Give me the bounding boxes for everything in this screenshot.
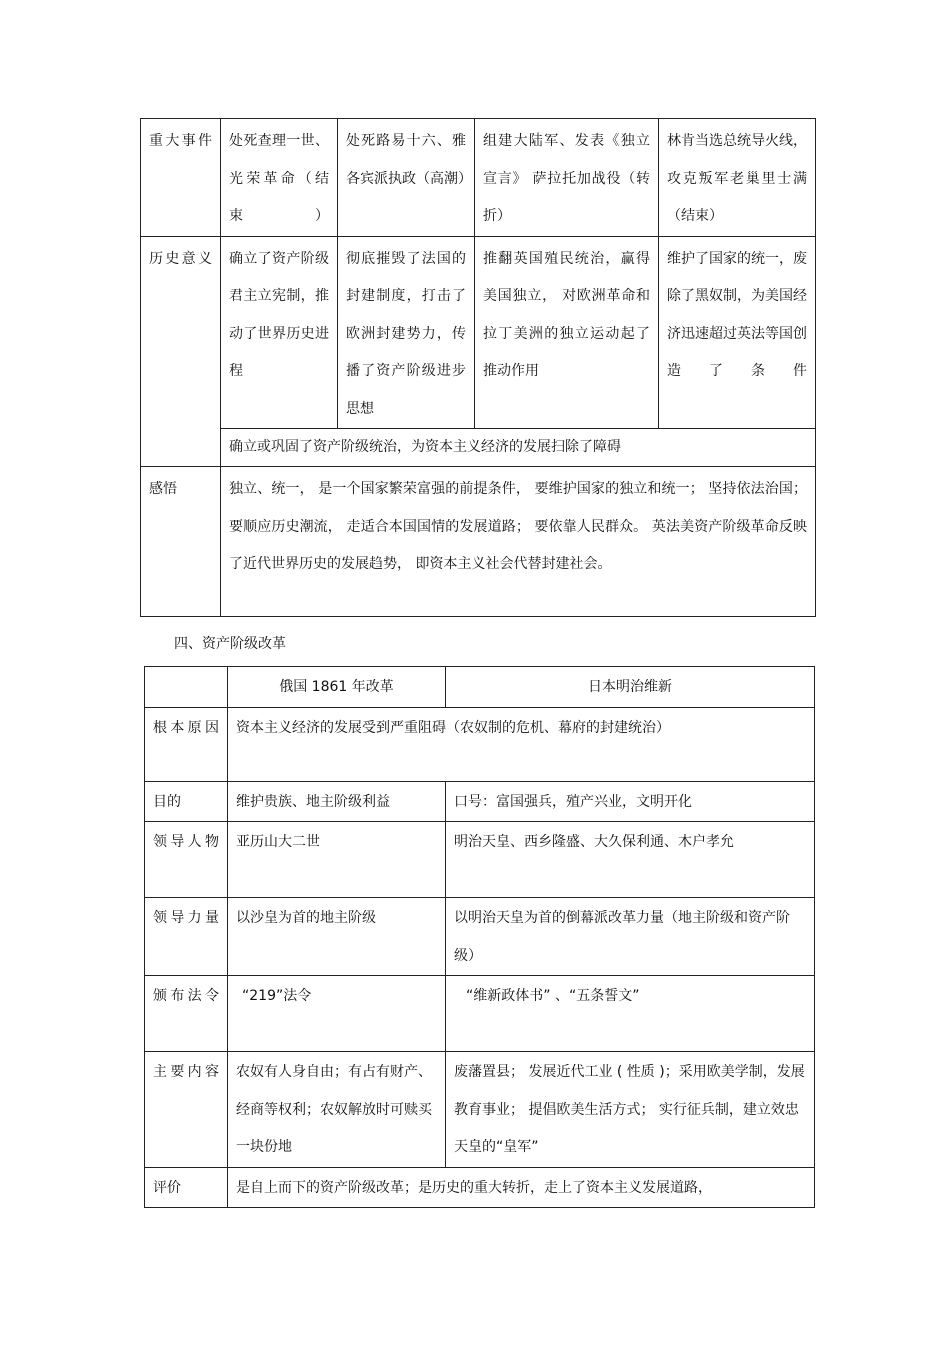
table-row — [145, 707, 815, 781]
table-cell: 彻底摧毁了法国的封建制度，打击了欧洲封建势力，传播了资产阶级进步思想 — [338, 236, 475, 429]
table-cell: 资本主义经济的发展受到严重阻碍（农奴制的危机、幕府的封建统治） — [228, 707, 815, 781]
row-header: 重大事件 — [141, 119, 221, 237]
table-cell: 口号：富国强兵，殖产兴业，文明开化 — [446, 781, 815, 822]
row-header: 颁布法令 — [145, 976, 228, 1052]
table-cell: 废藩置县； 发展近代工业 ( 性质 )；采用欧美学制，发展教育事业； 提倡欧美生活方式； 实行征兵制，建立效忠天皇的“皇军” — [446, 1052, 815, 1168]
reflection-text: 独立、统一， 是一个国家繁荣富强的前提条件， 要维护国家的独立和统一； 坚持依法治国； 要顺应历史潮流， 走适合本国国情的发展道路； 要依靠人民群众。 英法美资产阶级革命反映了近代世界历史的发展趋势， 即资本主义社会代替封建社会。 — [221, 467, 816, 617]
table-row — [141, 429, 816, 467]
table-row — [145, 1167, 815, 1208]
table-cell: 明治天皇、西乡隆盛、大久保利通、木户孝允 — [446, 822, 815, 898]
table-cell: 维护贵族、地主阶级利益 — [228, 781, 446, 822]
table-cell: 确立了资产阶级君主立宪制，推动了世界历史进程 — [221, 236, 338, 429]
table-row — [141, 119, 816, 237]
table-row — [141, 467, 816, 617]
column-header: 俄国 1861 年改革 — [228, 667, 446, 708]
table-row — [145, 781, 815, 822]
section-title: 四、资产阶级改革 — [174, 636, 286, 652]
row-header: 领导人物 — [145, 822, 228, 898]
table-cell: 推翻英国殖民统治，赢得美国独立， 对欧洲革命和拉丁美洲的独立运动起了推动作用 — [475, 236, 659, 429]
table-cell: “维新政体书” 、“五条誓文” — [446, 976, 815, 1052]
table-cell: 是自上而下的资产阶级改革；是历史的重大转折，走上了资本主义发展道路， — [228, 1167, 815, 1208]
row-header: 评价 — [145, 1167, 228, 1208]
table-row — [141, 236, 816, 429]
table-cell: “219”法令 — [228, 976, 446, 1052]
table-cell: 以沙皇为首的地主阶级 — [228, 898, 446, 976]
table-header-row — [145, 667, 815, 708]
table-row — [145, 1052, 815, 1168]
row-header: 领导力量 — [145, 898, 228, 976]
column-header — [145, 667, 228, 708]
table-cell: 农奴有人身自由；有占有财产、经商等权利；农奴解放时可赎买一块份地 — [228, 1052, 446, 1168]
row-header: 历史意义 — [141, 236, 221, 467]
table-cell: 组建大陆军、发表《独立宣言》 萨拉托加战役（转折） — [475, 119, 659, 237]
table-cell: 亚历山大二世 — [228, 822, 446, 898]
row-header: 根本原因 — [145, 707, 228, 781]
table-row — [145, 898, 815, 976]
table-cell: 维护了国家的统一，废除了黑奴制，为美国经济迅速超过英法等国创造了条件 — [659, 236, 816, 429]
common-significance: 确立或巩固了资产阶级统治，为资本主义经济的发展扫除了障碍 — [221, 429, 816, 467]
row-header: 目的 — [145, 781, 228, 822]
table-cell: 处死查理一世、光荣革命（结束） — [221, 119, 338, 237]
table-cell: 处死路易十六、雅各宾派执政（高潮） — [338, 119, 475, 237]
table-cell: 林肯当选总统导火线，攻克叛军老巢里士满（结束） — [659, 119, 816, 237]
row-header: 感悟 — [141, 467, 221, 617]
row-header: 主要内容 — [145, 1052, 228, 1168]
reforms-table — [144, 666, 815, 1208]
table-cell: 以明治天皇为首的倒幕派改革力量（地主阶级和资产阶级） — [446, 898, 815, 976]
table-row — [145, 976, 815, 1052]
revolutions-table — [140, 118, 816, 617]
table-row — [145, 822, 815, 898]
column-header: 日本明治维新 — [446, 667, 815, 708]
